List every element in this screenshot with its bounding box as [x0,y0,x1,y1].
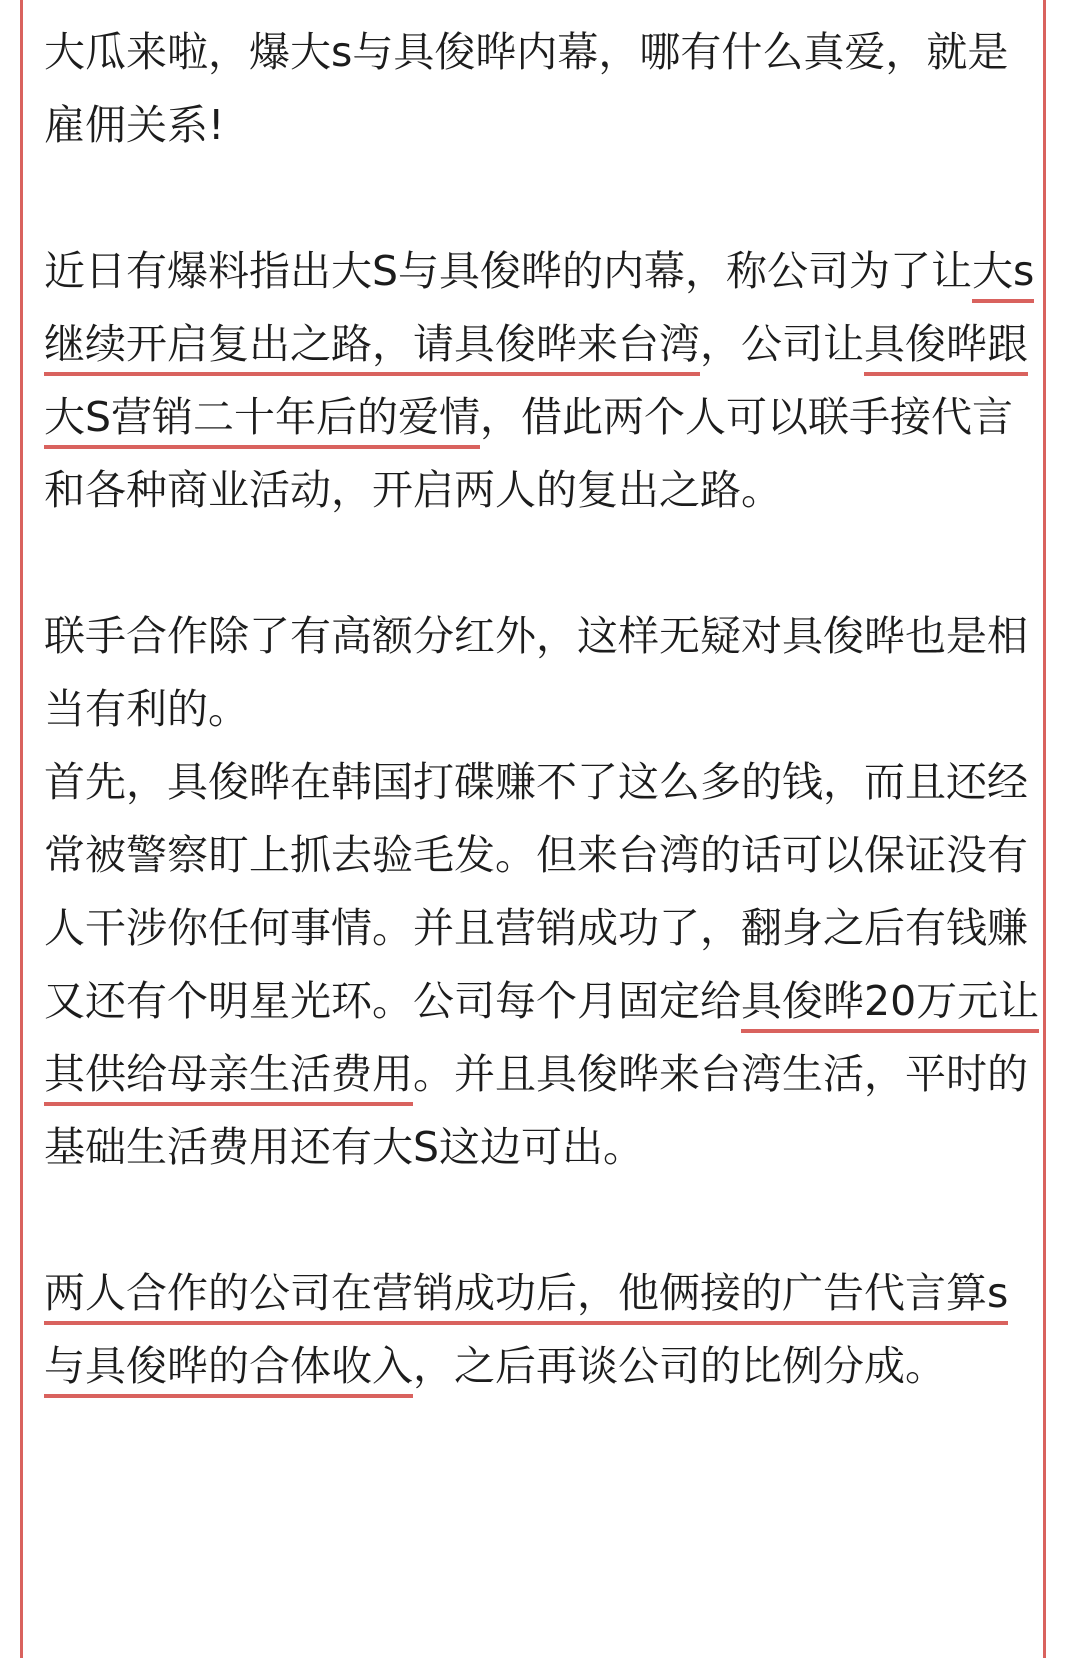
p3-text-post: 。并且具俊晔来台湾生活，平时的基础生活费用还有大S这边可出。 [44,1050,1028,1171]
article [44,16,1044,1403]
p1-text-mid: ，公司让 [700,320,864,368]
paragraph-gap [44,1184,1044,1257]
p3-highlight: 具俊晔20万元让其供给母亲生活费用 [44,977,1039,1106]
paragraph-gap [44,162,1044,235]
p2-text: 联手合作除了有高额分红外，这样无疑对具俊晔也是相当有利的。 [44,612,1028,733]
p1-highlight-1: 大s继续开启复出之路，请具俊晔来台湾 [44,247,1034,376]
p1-text-post: ，借此两个人可以联手接代言和各种商业活动，开启两人的复出之路。 [44,393,1014,514]
headline-text: 大瓜来啦，爆大s与具俊晔内幕，哪有什么真爱，就是雇佣关系! [44,28,1009,149]
paragraph-3 [44,746,1044,1184]
p1-text-pre: 近日有爆料指出大S与具俊晔的内幕，称公司为了让 [44,247,973,295]
p4-text-post: ，之后再谈公司的比例分成。 [413,1342,946,1390]
paragraph-gap [44,527,1044,600]
p1-highlight-2: 具俊晔跟大S营销二十年后的爱情 [44,320,1028,449]
paragraph-2 [44,600,1044,746]
headline-paragraph [44,16,1044,162]
paragraph-4 [44,1257,1044,1403]
p4-highlight: 两人合作的公司在营销成功后，他俩接的广告代言算s与具俊晔的合体收入 [44,1269,1008,1398]
paragraph-1 [44,235,1044,527]
p3-text-pre: 首先，具俊晔在韩国打碟赚不了这么多的钱，而且还经常被警察盯上抓去验毛发。但来台湾的话可以保证没有人干涉你任何事情。并且营销成功了，翻身之后有钱赚又还有个明星光环。公司每个月固定给 [44,758,1028,1025]
